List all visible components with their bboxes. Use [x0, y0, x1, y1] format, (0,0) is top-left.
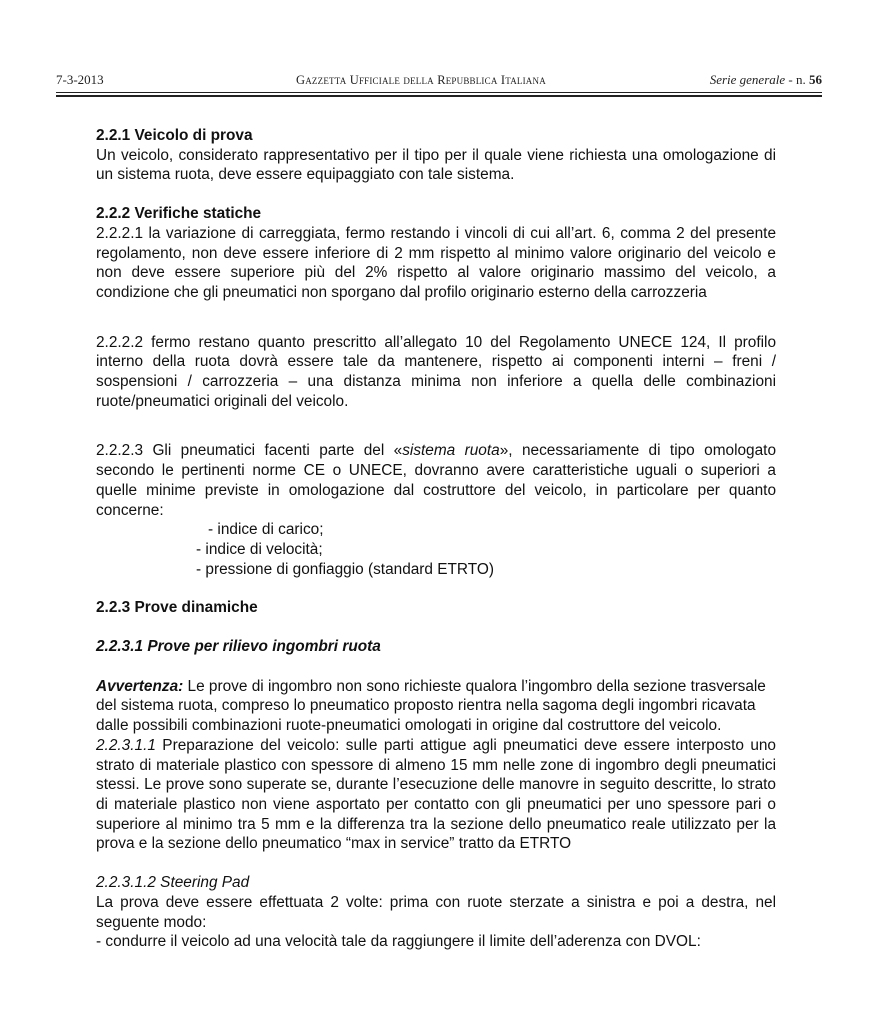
p2223-italic: sistema ruota	[402, 442, 500, 460]
header-date: 7-3-2013	[56, 72, 104, 87]
sub-heading-2-2-3-1: 2.2.3.1 Prove per rilievo ingombri ruota	[96, 638, 381, 656]
serie-sep: - n.	[785, 72, 809, 87]
section-heading-2-2-3: 2.2.3 Prove dinamiche	[96, 599, 258, 617]
list-item: - pressione di gonfiaggio (standard ETRTO)	[196, 560, 494, 578]
warning-paragraph	[96, 677, 776, 736]
paragraph-2-2-2-3	[96, 441, 776, 520]
list-item: - condurre il veicolo ad una velocità tale da raggiungere il limite dell’aderenza con DVOL:	[96, 933, 701, 951]
warning-label: Avvertenza:	[96, 677, 184, 695]
p2223-before: 2.2.2.3 Gli pneumatici facenti parte del «	[96, 442, 403, 460]
header-rule-thick	[56, 95, 822, 97]
list-item: - indice di velocità;	[196, 540, 323, 558]
header-rule-thin	[56, 92, 822, 93]
serie-number: 56	[809, 72, 822, 87]
list-item: - indice di carico;	[208, 521, 324, 539]
p22311-text: Preparazione del veicolo: sulle parti attigue agli pneumatici deve essere interposto uno strato di materiale plastico con spessore di almeno 15 mm nelle zone di ingombro degli pneumatici stessi. Le prove sono superate se, durante l’esecuzione delle manovre in seguito descritte, lo strato di materiale plastico non viene asportato per contatto con gli pneumatici per uno spessore pari o superiore al minimo tra 5 mm e la differenza tra la sezione dello pneumatico reale utilizzato per la prova e la sezione dello pneumatico “max in service” tratto da ETRTO	[96, 736, 776, 853]
p2223-after: », necessariamente di tipo omologato secondo le pertinenti norme CE o UNECE, dovranno avere caratteristiche uguali o superiori a quelle minime previste in omologazione dal costruttore del veicolo, in particolare per quanto concerne:	[96, 442, 777, 519]
section-heading-2-2-1: 2.2.1 Veicolo di prova	[96, 127, 253, 144]
heading-2-2-3-1-2: 2.2.3.1.2 Steering Pad	[96, 874, 250, 892]
serie-label: Serie generale	[709, 72, 786, 87]
p22311-number: 2.2.3.1.1	[96, 736, 156, 754]
serie-info	[710, 72, 822, 88]
gazette-title: Gazzetta Ufficiale della Repubblica Italiana	[296, 73, 546, 87]
paragraph-2-2-2-2: 2.2.2.2 fermo restano quanto prescritto all’allegato 10 del Regolamento UNECE 124, Il profilo interno della ruota dovrà essere tale da mantenere, rispetto ai componenti interni – freni / sospensioni / carrozzeria – una distanza minima non inferiore a quella delle combinazioni ruote/pneumatici originali del veicolo.	[96, 333, 776, 410]
section-heading-2-2-2: 2.2.2 Verifiche statiche	[96, 205, 262, 223]
page-header	[56, 72, 822, 94]
paragraph-2-2-3-1-1	[96, 736, 776, 854]
document-body	[96, 126, 776, 952]
paragraph-2-2-3-1-2: La prova deve essere effettuata 2 volte: prima con ruote sterzate a sinistra e poi a destra, nel seguente modo:	[96, 893, 776, 931]
paragraph-2-2-2-1: 2.2.2.1 la variazione di carreggiata, fermo restando i vincoli di cui all’art. 6, comma 2 del presente regolamento, non deve essere inferiore di 2 mm rispetto al minimo valore originario del veicolo e non deve essere superiore più del 2% rispetto al valore originario massimo del veicolo, a condizione che gli pneumatici non sporgano dal profilo originario esterno della carrozzeria	[96, 224, 776, 301]
warning-text: Le prove di ingombro non sono richieste qualora l’ingombro della sezione trasversale del sistema ruota, compreso lo pneumatico proposto rientra nella sagoma degli ingombri ricavata dalle possibili combinazioni ruote-pneumatici omologati in origine dal costruttore del veicolo.	[96, 677, 766, 735]
paragraph-2-2-1: Un veicolo, considerato rappresentativo per il tipo per il quale viene richiesta una omologazione di un sistema ruota, deve essere equipaggiato con tale sistema.	[96, 146, 776, 184]
